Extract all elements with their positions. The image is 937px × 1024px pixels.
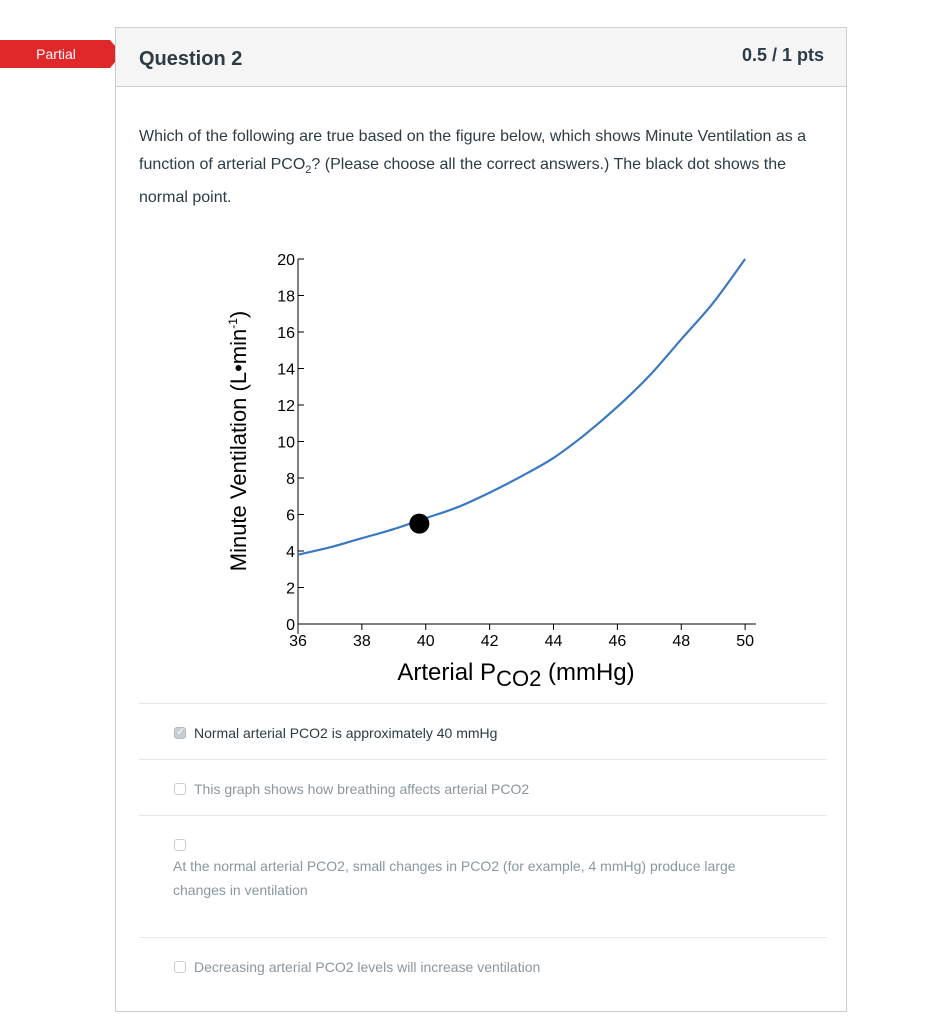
x-axis-title-suffix: (mmHg) <box>541 659 635 686</box>
answer-label-1: Normal arterial PCO2 is approximately 40 mmHg <box>194 724 498 741</box>
ventilation-curve <box>298 259 745 555</box>
y-tick-label: 0 <box>286 617 295 634</box>
x-tick-label: 40 <box>416 633 435 650</box>
answer-option-4[interactable] <box>139 937 827 998</box>
y-axis-title <box>226 311 251 572</box>
y-tick-label: 16 <box>277 325 295 342</box>
x-tick-label: 48 <box>672 633 691 650</box>
x-tick-label: 44 <box>544 633 563 650</box>
y-tick-label: 12 <box>277 398 295 415</box>
answer-option-2[interactable] <box>139 759 827 815</box>
x-tick-label: 50 <box>736 633 755 650</box>
answer-option-1[interactable] <box>139 703 827 759</box>
answer-label-4: Decreasing arterial PCO2 levels will increase ventilation <box>194 958 541 975</box>
answer-label-3: At the normal arterial PCO2, small changes in PCO2 (for example, 4 mmHg) produce large changes in ventilation <box>173 858 736 898</box>
answer-checkbox-4[interactable] <box>174 961 186 973</box>
x-axis-title <box>397 659 634 688</box>
y-tick-label: 2 <box>286 580 295 598</box>
x-ticks <box>289 624 754 650</box>
answer-list <box>139 703 827 998</box>
y-tick-label: 18 <box>277 288 295 306</box>
x-tick-label: 38 <box>352 633 371 650</box>
y-tick-label: 10 <box>277 434 295 452</box>
question-card <box>115 27 847 1012</box>
question-title: Question 2 <box>139 48 243 70</box>
y-axis-title-main: Minute Ventilation (L•min <box>226 328 251 572</box>
y-tick-label: 20 <box>277 252 295 269</box>
x-tick-label: 46 <box>608 633 627 650</box>
question-text <box>139 123 829 212</box>
x-axis-title-sub: CO2 <box>496 666 542 688</box>
answer-checkbox-2[interactable] <box>174 783 186 795</box>
answer-label-2: This graph shows how breathing affects arterial PCO2 <box>194 780 530 797</box>
y-axis-title-close: ) <box>226 310 251 319</box>
normal-point-dot <box>409 514 429 534</box>
badge-label: Partial <box>36 46 76 62</box>
answer-checkbox-1[interactable] <box>174 727 186 739</box>
y-tick-label: 6 <box>286 507 295 525</box>
y-ticks <box>277 252 304 634</box>
y-tick-label: 4 <box>286 544 295 561</box>
question-text-sub: 2 <box>305 164 312 177</box>
question-points: 0.5 / 1 pts <box>741 45 824 65</box>
y-tick-label: 8 <box>286 471 295 488</box>
y-axis-title-sup: -1 <box>226 318 240 329</box>
x-axis-title-prefix: Arterial P <box>397 659 497 686</box>
question-header <box>116 28 846 87</box>
answer-checkbox-3[interactable] <box>174 839 186 851</box>
question-text-end: ? (Please choose all the correct answers.) The black dot shows the normal point. <box>139 156 787 207</box>
y-tick-label: 14 <box>277 361 295 379</box>
question-text-main: Which of the following are true based on the figure below, which shows Minute Ventilation as a function of arterial PCO <box>139 128 807 173</box>
x-tick-label: 36 <box>289 633 307 650</box>
answer-option-3[interactable] <box>139 815 827 937</box>
ventilation-chart <box>206 218 766 688</box>
partial-badge <box>0 40 122 68</box>
x-tick-label: 42 <box>480 633 499 650</box>
